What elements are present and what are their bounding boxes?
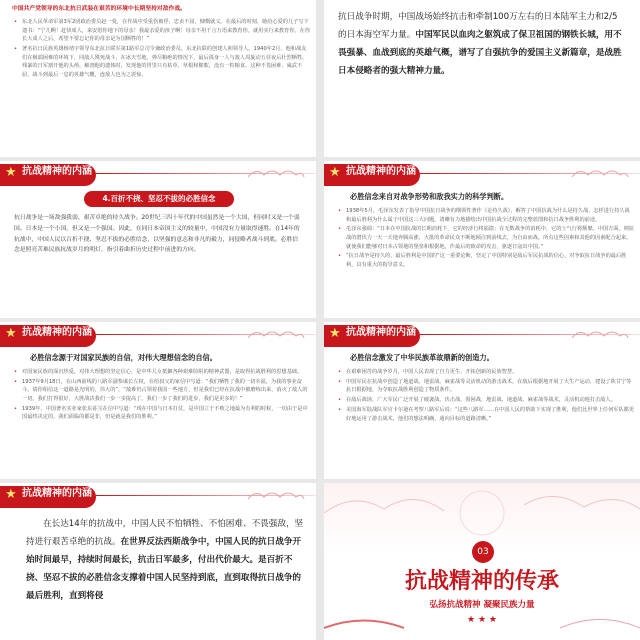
subtitle-text: 4.百折不挠、坚忍不拔的必胜信念 — [102, 194, 216, 203]
bullet-item: • 东北人民革命军第3军2团政治委员赵一曼，在作战中受重伤被俘，忠贞不屈，慷慨就义。在最后的时刻，她给心爱的儿子写下遗书：“宁儿啊！赶快成人，来安慰你地下的母亲！我最亲爱的孩子啊！母亲不用千言万语来教育你，就用实行来教育你。在你长大成人之后，希望不要忘记你的母亲是为国牺牲的！” — [14, 18, 310, 44]
stars-icon: ★ ★ ★ — [467, 615, 497, 625]
star-icon: ★ — [5, 165, 17, 180]
section-title: 抗战精神的内涵 — [22, 488, 92, 499]
cloud-ornament-icon — [246, 326, 306, 342]
slide-heading: 必胜信念来自对战争形势和敌我实力的科学判断。 — [350, 192, 509, 201]
bullet-item: • 在敌后战场，广大军民广泛开展了破袭战、伏击战、围困战、地雷战、地道战、麻雀战等战术，灵活机动地打击敌人。 — [338, 396, 634, 405]
body-text — [26, 515, 308, 605]
section-title: 抗战精神的传承 — [404, 568, 559, 594]
bullet-item: • 美国海军陆战队军官卡尔逊在考察八路军后说：“这些八路军……在中国人民的帮助下实现了胜利，他们比世界上任何军队都更好地运用了游击战术，他们的想法明确，通向目标的道路清晰。” — [338, 406, 634, 423]
body-text: 抗日战争是一场敌强我弱、艰苦卓绝的持久战争。20世纪三四十年代的中国虽然是一个大国，但同时又是一个弱国。日本是一个小国，但又是一个强国。因此，在同日本帝国主义的较量中，中国没有力量取得速胜。在14年的抗战中，中国人民以百折不挠、坚忍不拔的必胜信念，以坚强的意志和非凡的毅力，同侵略者战斗到底。必胜信念是照亮苦难民族抗战岁月的明灯，指引着曲折历史过程中前进的方向。 — [14, 215, 300, 254]
star-icon: ★ — [329, 165, 341, 180]
star-icon: ★ — [329, 326, 341, 341]
section-title: 抗战精神的内涵 — [346, 327, 416, 338]
star-icon: ★ — [5, 326, 17, 341]
body-text-plain: 在长达14年的抗战中，中国人民不怕牺牲、不怕困难、不畏强敌，坚持进行艰苦卓绝的抗战。 — [26, 519, 304, 547]
body-text-plain: 抗日战争时期，中国战场始终抗击和牵制100万左右的日本陆军主力和2/5的日本海空军力量。 — [338, 12, 618, 40]
slide-heading: 必胜信念激发了中华民族革故鼎新的创造力。 — [350, 353, 494, 362]
bullet-list — [338, 207, 634, 271]
body-text-bold: 中国军民以血肉之躯筑成了保卫祖国的钢铁长城，用不畏强暴、血战到底的英雄气概，谱写了自强抗争的爱国主义新篇章，是战胜日本侵略者的强大精神力量。 — [338, 30, 622, 76]
cloud-ornament-icon — [570, 326, 630, 342]
section-header — [0, 483, 316, 509]
bullet-item: • 对国家民族的深沉热爱，对伟大理想的坚定信心，是中华儿女抵御各种艰难险阻的精神武器，是取得抗战胜利的思想基础。 — [14, 368, 310, 377]
bullet-item: • 1939年，中国著名实业家张东荪宝在信中写道：“现在中国与日本打仗，是中国立于不败之地最为有利的时候，一切由于是中国最终决定的，我们面临的都是非，但是就是我们的胜利。” — [14, 405, 310, 422]
cloud-ornament-icon — [246, 165, 306, 181]
section-title: 抗战精神的内涵 — [22, 327, 92, 338]
section-header — [0, 161, 316, 187]
bullet-item: • 1937年9月18日，在山西前线的八路军副参谋长左权，在给叔父的家信中写道：“我们牺牲了我的一切幸福，为我的事业奋斗。请你相信这一道路是光明的，伟大的”，“敌难仍占领着我国一些地方，但是我们已经在抗战中被磨练出来，消灭了敌人的一切。我们打得很好，大胜战决我们一步一步提高了。我们一步了我们的进步，我们是更多的！” — [14, 378, 310, 404]
bullet-item: • 在艰难困苦的战争岁月，中国人民表现了自力更生、开拓创新的民族智慧。 — [338, 368, 634, 377]
slide-heading: 中国共产党领导的东北抗日武装在艰苦的环境中长期坚持对敌作战。 — [12, 6, 186, 12]
body-text — [338, 8, 624, 80]
bullet-list — [14, 18, 310, 81]
slide-national-confidence[interactable] — [0, 322, 316, 479]
bullet-item: • 1938年5月，毛泽东发表了指导中国抗日战争的纲领性著作《论持久战》，解答了中国抗战为什么是持久战、怎样进行持久战和最后胜利为什么属于中国这三大问题，清晰有力地描绘出中国抗战全过程的完整蓝图和抗日战争胜利的前途。 — [338, 207, 634, 224]
slide-scientific-judgement[interactable] — [324, 161, 640, 318]
bullet-item: • 中国军民在抗战中创造了地道战、地雷战、麻雀战等灵活机动的游击战术，在敌后根据地开展了大生产运动，建设了陕甘宁等抗日根据地，为夺取抗战胜利创造了物质条件。 — [338, 378, 634, 395]
section-header — [324, 161, 640, 187]
section-number: 03 — [477, 547, 489, 557]
bullet-item: • 著名抗日民族英雄杨靖宇领导东北抗日联军第1路军总司令兼政治委员。东北抗联的创建人和领导人。1940年2月，他和战友们在极端困难的环境下，同敌人殊死战斗，在冰天雪地、弹尽粮绝的情况下，最后孤身一人与敌人周旋动五昼夜后壮烈牺牲。残暴的日军割开他的头颅，解剖他的遗体时，发现他的胃里只有枯草、草根和棉絮，没有一粒粮食。这种不畏困难、威武不屈、战斗到最后一息的英雄气概，连敌人也为之震惊。 — [14, 45, 310, 79]
bullet-list — [14, 368, 310, 423]
section-title: 抗战精神的内涵 — [346, 166, 416, 177]
slide-heading: 必胜信念源于对国家民族的自信，对伟大理想信念的自信。 — [30, 353, 217, 362]
section-subtitle: 弘扬抗战精神 凝聚民族力量 — [429, 600, 535, 610]
section-title: 抗战精神的内涵 — [22, 166, 92, 177]
slide-china-battlefield[interactable] — [324, 0, 640, 157]
body-text-bold: 在世界反法西斯战争中，中国人民的抗日战争开始时间最早，持续时间最长，抗击日军最多，付出代价最大。是百折不挠、坚忍不拔的必胜信念支撑着中国人民坚持到底，直到取得抗日战争的最后胜利，直到将侵 — [26, 537, 302, 601]
slide-unyielding-belief[interactable] — [0, 161, 316, 318]
section-header — [0, 322, 316, 348]
slide-creativity[interactable] — [324, 322, 640, 479]
cloud-ornament-icon — [246, 487, 306, 503]
cloud-ornament-icon — [570, 165, 630, 181]
bullet-list — [338, 368, 634, 424]
slide-section-inheritance[interactable] — [324, 483, 640, 640]
slide-east-anti-japanese[interactable] — [0, 0, 316, 157]
star-icon: ★ — [5, 487, 17, 502]
section-header — [324, 322, 640, 348]
bullet-item: • “抗日战争是持久的，最后胜利是中国的”这一重要论断，坚定了中国特别是敌后军民抗战的信心，对争取抗日战争的最后胜利，具有重大的指导意义。 — [338, 252, 634, 269]
bullet-item: • 毛泽东强调：“日本在中国抗战的长期消耗下，它的经济行将崩溃；在无数战争的消耗中，它的士气行将颓靡。中国方面，则抗战的潜伏力一天一天地奔腾高涨，大批的革命民众不断地倾注到前线去，为自由而战。所有这些因素和其他的因素配合起来，就使我们能够对日本占领地的堡垒和根据地，作最后的致命的攻击，驱逐日寇出中国。” — [338, 225, 634, 251]
slide-fourteen-years[interactable] — [0, 483, 316, 640]
